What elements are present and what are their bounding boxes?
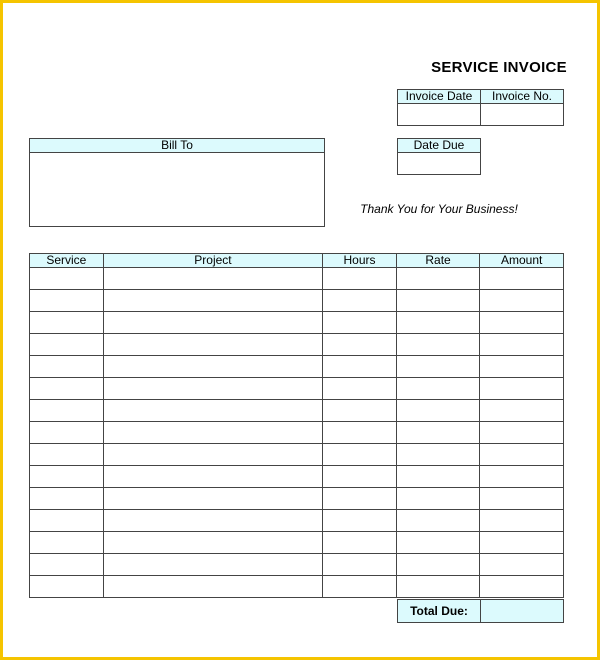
hours-cell[interactable] xyxy=(323,466,397,488)
rate-cell[interactable] xyxy=(396,510,480,532)
table-row xyxy=(30,378,564,400)
project-cell[interactable] xyxy=(103,466,322,488)
service-cell[interactable] xyxy=(30,378,104,400)
hours-cell[interactable] xyxy=(323,576,397,598)
table-row xyxy=(30,268,564,290)
project-cell[interactable] xyxy=(103,554,322,576)
service-cell[interactable] xyxy=(30,400,104,422)
rate-cell[interactable] xyxy=(396,268,480,290)
hours-cell[interactable] xyxy=(323,400,397,422)
amount-header: Amount xyxy=(480,254,564,268)
service-cell[interactable] xyxy=(30,290,104,312)
project-cell[interactable] xyxy=(103,378,322,400)
total-due-field[interactable] xyxy=(481,599,564,623)
project-cell[interactable] xyxy=(103,510,322,532)
service-cell[interactable] xyxy=(30,554,104,576)
project-header: Project xyxy=(103,254,322,268)
amount-cell[interactable] xyxy=(480,268,564,290)
hours-cell[interactable] xyxy=(323,268,397,290)
rate-cell[interactable] xyxy=(396,554,480,576)
hours-cell[interactable] xyxy=(323,356,397,378)
project-cell[interactable] xyxy=(103,290,322,312)
service-cell[interactable] xyxy=(30,488,104,510)
rate-cell[interactable] xyxy=(396,422,480,444)
hours-cell[interactable] xyxy=(323,444,397,466)
hours-cell[interactable] xyxy=(323,422,397,444)
table-row xyxy=(30,488,564,510)
amount-cell[interactable] xyxy=(480,510,564,532)
amount-cell[interactable] xyxy=(480,488,564,510)
service-cell[interactable] xyxy=(30,576,104,598)
invoice-date-header: Invoice Date xyxy=(398,90,481,104)
bill-to-header: Bill To xyxy=(30,139,325,153)
rate-cell[interactable] xyxy=(396,378,480,400)
hours-cell[interactable] xyxy=(323,312,397,334)
table-row xyxy=(30,356,564,378)
project-cell[interactable] xyxy=(103,334,322,356)
service-cell[interactable] xyxy=(30,268,104,290)
service-cell[interactable] xyxy=(30,312,104,334)
rate-cell[interactable] xyxy=(396,532,480,554)
rate-cell[interactable] xyxy=(396,290,480,312)
hours-header: Hours xyxy=(323,254,397,268)
amount-cell[interactable] xyxy=(480,554,564,576)
table-row xyxy=(30,510,564,532)
amount-cell[interactable] xyxy=(480,532,564,554)
date-due-field[interactable] xyxy=(398,153,481,175)
project-cell[interactable] xyxy=(103,444,322,466)
rate-cell[interactable] xyxy=(396,466,480,488)
rate-cell[interactable] xyxy=(396,488,480,510)
service-cell[interactable] xyxy=(30,444,104,466)
rate-cell[interactable] xyxy=(396,576,480,598)
invoice-info-table xyxy=(397,89,564,126)
table-row xyxy=(30,334,564,356)
thank-you-note: Thank You for Your Business! xyxy=(360,202,518,216)
amount-cell[interactable] xyxy=(480,466,564,488)
service-cell[interactable] xyxy=(30,422,104,444)
service-cell[interactable] xyxy=(30,510,104,532)
total-due-row xyxy=(397,599,564,621)
amount-cell[interactable] xyxy=(480,334,564,356)
table-row xyxy=(30,312,564,334)
service-cell[interactable] xyxy=(30,532,104,554)
service-cell[interactable] xyxy=(30,334,104,356)
service-header: Service xyxy=(30,254,104,268)
table-row xyxy=(30,290,564,312)
project-cell[interactable] xyxy=(103,422,322,444)
amount-cell[interactable] xyxy=(480,378,564,400)
project-cell[interactable] xyxy=(103,312,322,334)
date-due-table xyxy=(397,138,481,175)
amount-cell[interactable] xyxy=(480,400,564,422)
amount-cell[interactable] xyxy=(480,290,564,312)
bill-to-field[interactable] xyxy=(30,153,325,227)
rate-cell[interactable] xyxy=(396,400,480,422)
bill-to-table xyxy=(29,138,325,227)
rate-cell[interactable] xyxy=(396,444,480,466)
invoice-no-header: Invoice No. xyxy=(481,90,564,104)
table-row xyxy=(30,532,564,554)
amount-cell[interactable] xyxy=(480,312,564,334)
hours-cell[interactable] xyxy=(323,290,397,312)
invoice-no-field[interactable] xyxy=(481,104,564,126)
hours-cell[interactable] xyxy=(323,532,397,554)
amount-cell[interactable] xyxy=(480,422,564,444)
table-row xyxy=(30,444,564,466)
project-cell[interactable] xyxy=(103,268,322,290)
rate-cell[interactable] xyxy=(396,312,480,334)
amount-cell[interactable] xyxy=(480,356,564,378)
table-row xyxy=(30,400,564,422)
project-cell[interactable] xyxy=(103,356,322,378)
project-cell[interactable] xyxy=(103,576,322,598)
service-cell[interactable] xyxy=(30,466,104,488)
table-row xyxy=(30,422,564,444)
rate-header: Rate xyxy=(396,254,480,268)
line-items-table xyxy=(29,253,564,598)
amount-cell[interactable] xyxy=(480,444,564,466)
hours-cell[interactable] xyxy=(323,510,397,532)
invoice-title: SERVICE INVOICE xyxy=(431,59,567,76)
table-row xyxy=(30,576,564,598)
project-cell[interactable] xyxy=(103,400,322,422)
service-cell[interactable] xyxy=(30,356,104,378)
table-row xyxy=(30,554,564,576)
rate-cell[interactable] xyxy=(396,334,480,356)
rate-cell[interactable] xyxy=(396,356,480,378)
line-items-body xyxy=(30,268,564,598)
project-cell[interactable] xyxy=(103,532,322,554)
invoice-date-field[interactable] xyxy=(398,104,481,126)
hours-cell[interactable] xyxy=(323,334,397,356)
table-row xyxy=(30,466,564,488)
amount-cell[interactable] xyxy=(480,576,564,598)
hours-cell[interactable] xyxy=(323,378,397,400)
total-due-label: Total Due: xyxy=(397,599,481,623)
hours-cell[interactable] xyxy=(323,488,397,510)
date-due-header: Date Due xyxy=(398,139,481,153)
hours-cell[interactable] xyxy=(323,554,397,576)
project-cell[interactable] xyxy=(103,488,322,510)
